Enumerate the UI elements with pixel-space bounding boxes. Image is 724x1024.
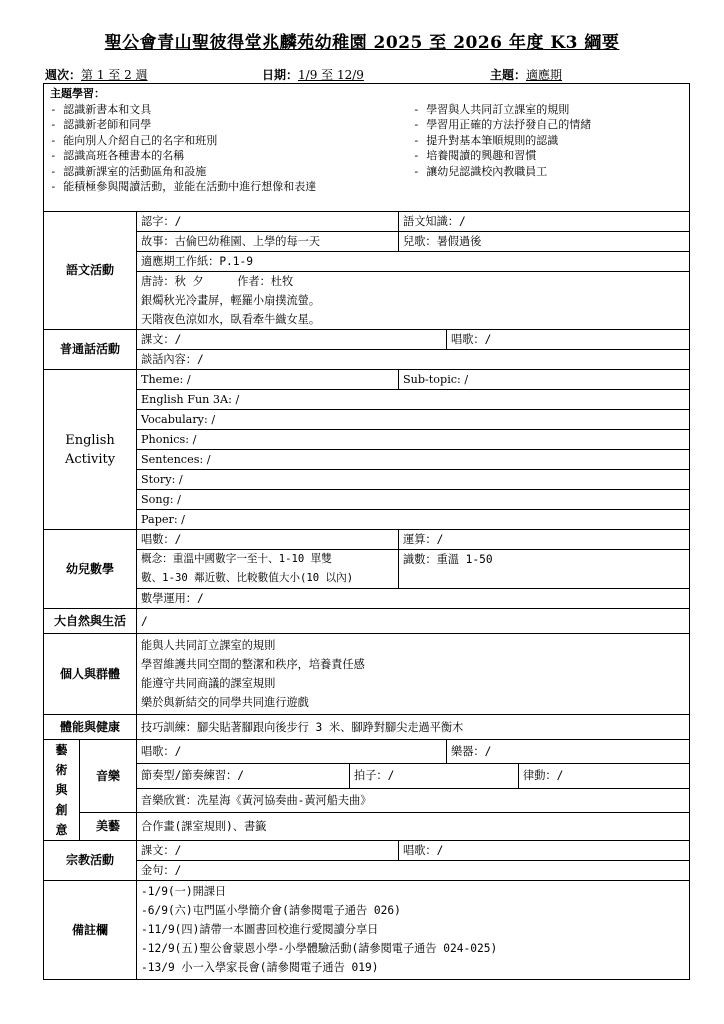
math-count: 唱數：/: [137, 530, 399, 550]
theme-learning-row: [44, 84, 690, 212]
chinese-poem: [137, 272, 690, 330]
math-row: [44, 589, 690, 609]
theme-value: 適應期: [526, 68, 563, 82]
english-row: [44, 430, 690, 450]
arts-row: [44, 813, 690, 841]
personal-line: 學習維護共同空間的整潔和秩序，培養責任感: [141, 658, 365, 671]
theme-item: - 認識新課室的活動區角和設施: [50, 164, 207, 178]
religion-song: 唱歌：/: [399, 841, 690, 861]
remark-line: -13/9 小一入學家長會(請參閱電子通告 019): [141, 961, 379, 974]
remarks-label: 備註欄: [44, 881, 137, 980]
english-phonics: Phonics: /: [137, 430, 690, 450]
chinese-knowledge: 語文知識：/: [399, 212, 690, 232]
physical-label: 體能與健康: [44, 715, 137, 740]
theme-item: - 學習與人共同訂立課室的規則: [413, 102, 570, 116]
remarks-row: [44, 881, 690, 980]
english-row: [44, 410, 690, 430]
personal-row: [44, 634, 690, 715]
chinese-row: [44, 212, 690, 232]
religion-label: 宗教活動: [44, 841, 137, 881]
nature-row: [44, 609, 690, 634]
personal-line: 樂於與新結交的同學共同進行遊戲: [141, 696, 309, 709]
chinese-words: 認字：/: [137, 212, 399, 232]
theme-item: - 提升對基本筆順規則的認識: [413, 133, 559, 147]
putonghua-label: 普通話活動: [44, 330, 137, 370]
visual-arts-label: 美藝: [80, 813, 137, 841]
arts-label-char: 創: [55, 803, 68, 817]
poem-line: 唐詩：秋 夕 作者：杜牧: [141, 275, 294, 288]
english-fun: English Fun 3A: /: [137, 390, 690, 410]
date-label: 日期：: [262, 68, 299, 82]
english-sentences: Sentences: /: [137, 450, 690, 470]
putonghua-row: [44, 350, 690, 370]
personal-label: 個人與群體: [44, 634, 137, 715]
english-row: [44, 510, 690, 530]
arts-row: [44, 788, 690, 812]
theme-item: - 培養閱讀的興趣和習慣: [413, 149, 537, 162]
remark-line: -6/9(六)屯門區小學簡介會(請參閱電子通告 026): [141, 904, 401, 917]
arts-label-char: 與: [55, 783, 68, 797]
chinese-row: [44, 272, 690, 330]
music-instrument: 樂器：/: [447, 740, 690, 764]
theme-item: - 能向別人介紹自己的名字和班別: [50, 133, 218, 147]
poem-line: 銀燭秋光冷畫屏，輕羅小扇撲流螢。: [141, 294, 321, 307]
english-theme: Theme: /: [137, 370, 399, 390]
music-movement: 律動：/: [519, 764, 690, 788]
putonghua-song: 唱歌：/: [447, 330, 690, 350]
arts-row: [44, 764, 690, 788]
music-rhythm: 節奏型/節奏練習：/: [137, 764, 350, 788]
music-label: 音樂: [80, 740, 137, 813]
english-subtopic: Sub-topic: /: [399, 370, 690, 390]
arts-label: [44, 740, 80, 841]
nature-label: 大自然與生活: [44, 609, 137, 634]
chinese-story: 故事：古倫巴幼稚園、上學的每一天: [137, 232, 399, 252]
putonghua-text: 課文：/: [137, 330, 447, 350]
arts-label-char: 術: [55, 763, 68, 777]
math-concept: [137, 550, 399, 589]
remark-line: -11/9(四)請帶一本圖書回校進行愛閱讀分享日: [141, 923, 379, 936]
math-usage: 數學運用：/: [137, 589, 690, 609]
date-info: [262, 66, 374, 82]
syllabus-table-wrapper: [43, 83, 689, 980]
theme-item: - 認識新書本和文具: [50, 102, 152, 116]
week-info: [45, 66, 158, 82]
math-row: [44, 550, 690, 589]
math-row: [44, 530, 690, 550]
syllabus-table: [43, 83, 690, 980]
chinese-song: 兒歌：暑假過後: [399, 232, 690, 252]
nature-text: /: [137, 609, 690, 634]
week-value: 第 1 至 2 週: [81, 68, 148, 82]
english-label-line1: English: [65, 432, 115, 448]
english-row: [44, 450, 690, 470]
english-row: [44, 490, 690, 510]
remarks-text: [137, 881, 690, 980]
theme-learning-heading: 主題學習：: [50, 87, 105, 100]
english-label: [44, 370, 137, 530]
putonghua-row: [44, 330, 690, 350]
chinese-worksheet: 適應期工作紙：P.1-9: [137, 252, 690, 272]
remark-line: -1/9(一)開課日: [141, 885, 227, 898]
religion-text: 課文：/: [137, 841, 399, 861]
visual-arts-text: 合作畫(課室規則)、書籤: [137, 813, 690, 841]
chinese-row: [44, 232, 690, 252]
theme-item: - 讓幼兒認識校內教職員工: [413, 164, 548, 178]
physical-text: 技巧訓練：腳尖貼著腳跟向後步行 3 米、腳踭對腳尖走過平衡木: [137, 715, 690, 740]
english-vocabulary: Vocabulary: /: [137, 410, 690, 430]
theme-label: 主題：: [490, 68, 527, 82]
remark-line: -12/9(五)聖公會蒙恩小學-小學體驗活動(請參閱電子通告 024-025): [141, 942, 498, 955]
chinese-row: [44, 252, 690, 272]
theme-item: - 認識高班各種書本的名稱: [50, 149, 185, 162]
english-row: [44, 370, 690, 390]
music-beat: 拍子：/: [350, 764, 519, 788]
putonghua-talk: 談話內容：/: [137, 350, 690, 370]
personal-line: 能與人共同訂立課室的規則: [141, 639, 276, 652]
religion-row: [44, 861, 690, 881]
math-numeral: 識數：重溫 1-50: [399, 550, 690, 589]
music-appreciation: 音樂欣賞：冼星海《黃河協奏曲-黃河船夫曲》: [137, 788, 690, 812]
english-label-line2: Activity: [64, 451, 116, 467]
chinese-label: 語文活動: [44, 212, 137, 330]
personal-text: [137, 634, 690, 715]
english-row: [44, 390, 690, 410]
theme-info: [490, 66, 572, 82]
music-sing: 唱歌：/: [137, 740, 447, 764]
theme-learning-cell: [44, 84, 690, 212]
religion-verse: 金句：/: [137, 861, 690, 881]
religion-row: [44, 841, 690, 861]
poem-line: 天階夜色涼如水，臥看牽牛織女星。: [141, 313, 321, 326]
arts-row: [44, 740, 690, 764]
theme-item: - 認識新老師和同學: [50, 118, 152, 131]
theme-item: - 學習用正確的方法抒發自己的情緒: [413, 118, 592, 131]
concept-line: 數、1-30 鄰近數、比較數值大小(10 以內): [141, 572, 354, 584]
physical-row: [44, 715, 690, 740]
math-calc: 運算：/: [399, 530, 690, 550]
personal-line: 能遵守共同商議的課室規則: [141, 677, 276, 690]
english-paper: Paper: /: [137, 510, 690, 530]
concept-line: 概念：重溫中國數字一至十、1-10 單雙: [141, 553, 332, 565]
english-story: Story: /: [137, 470, 690, 490]
theme-item: - 能積極參與閱讀活動，並能在活動中進行想像和表達: [50, 180, 317, 193]
english-row: [44, 470, 690, 490]
theme-learning-right: [413, 102, 683, 195]
document-title: 聖公會青山聖彼得堂兆麟苑幼稚園 2025 至 2026 年度 K3 綱要: [104, 33, 620, 53]
english-song: Song: /: [137, 490, 690, 510]
date-value: 1/9 至 12/9: [298, 68, 364, 82]
theme-learning-left: [50, 102, 413, 195]
arts-label-char: 藝: [55, 743, 68, 757]
math-label: 幼兒數學: [44, 530, 137, 609]
week-label: 週次：: [45, 68, 82, 82]
arts-label-char: 意: [55, 823, 68, 837]
